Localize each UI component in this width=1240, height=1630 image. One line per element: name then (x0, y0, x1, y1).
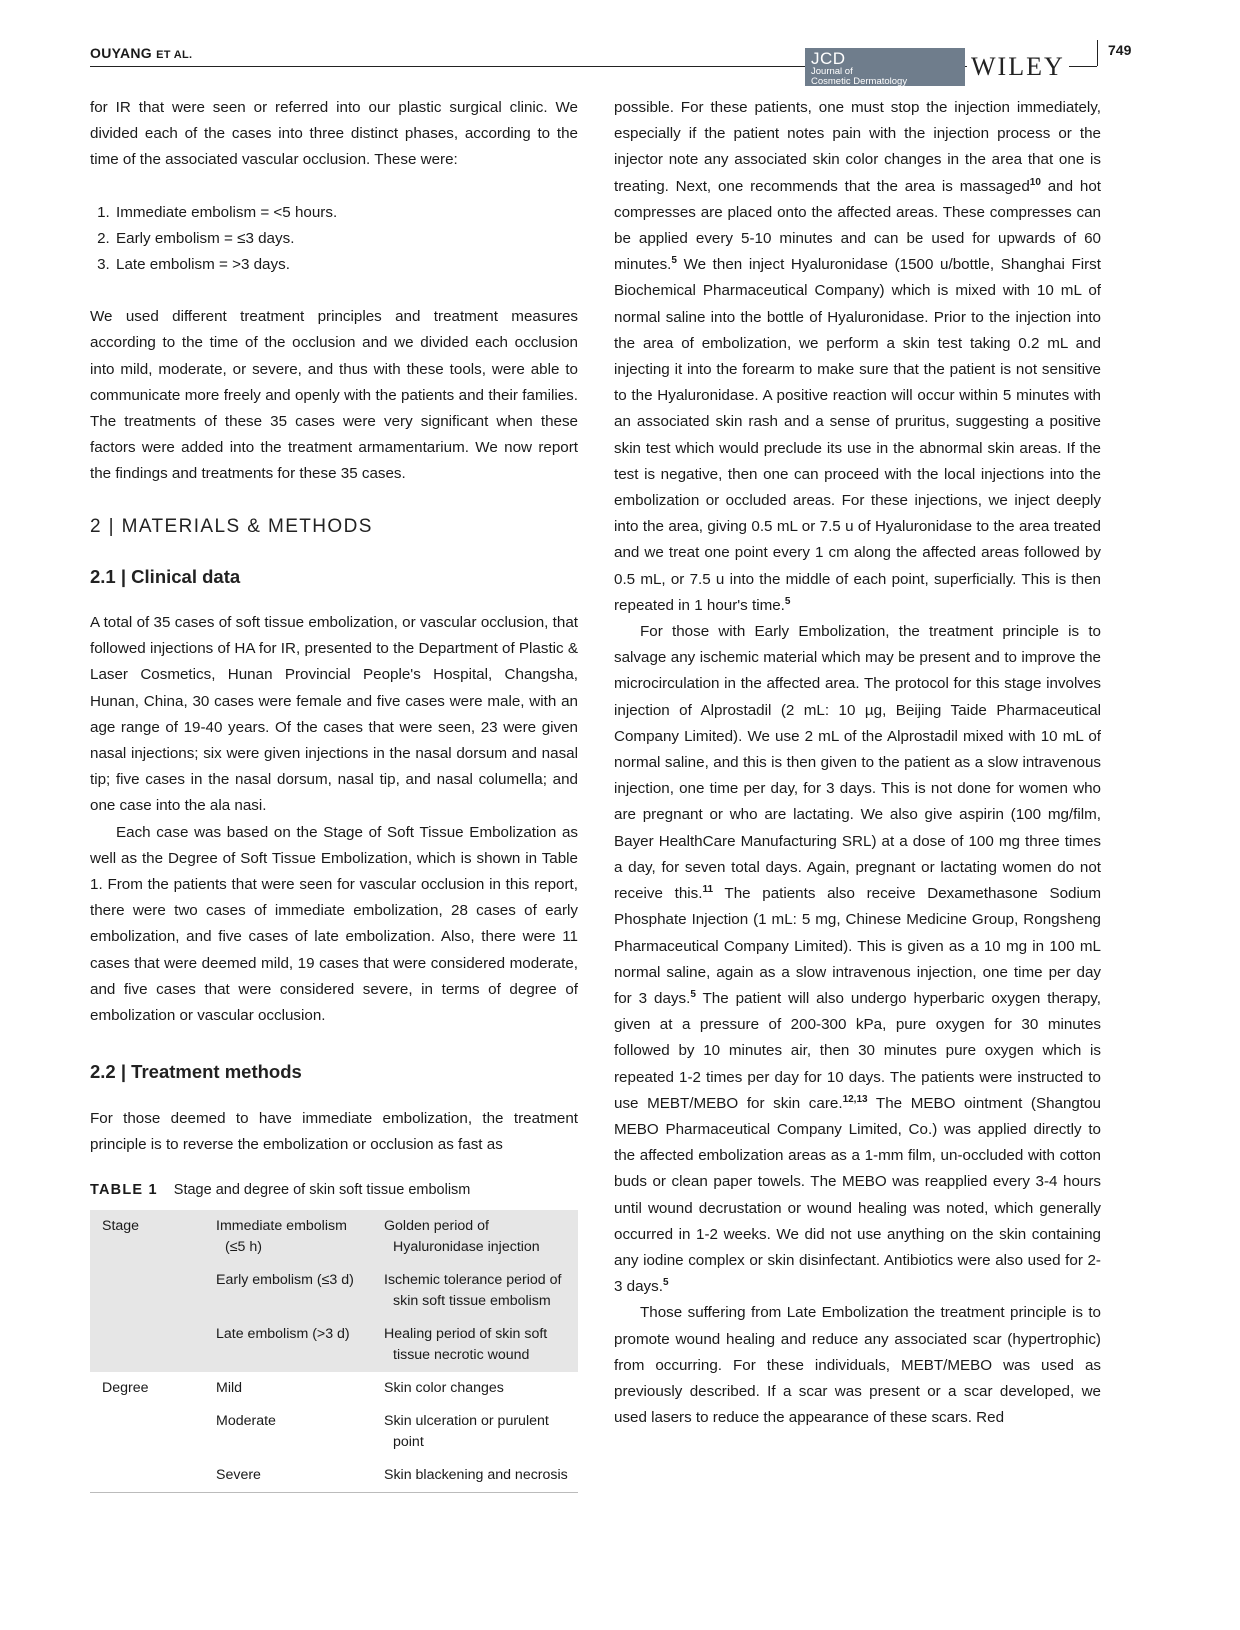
phase-list (90, 200, 578, 279)
citation: 10 (1029, 176, 1041, 188)
treatment-paragraph: For those deemed to have immediate embolization, the treatment principle is to reverse the embolization or occlusion as fast as (90, 1109, 578, 1153)
citation: 12,13 (842, 1093, 868, 1105)
subsection-heading: 2.2 | Treatment methods (90, 1061, 302, 1083)
journal-abbrev: JCD (811, 49, 846, 68)
table-cell: Ischemic tolerance period of skin soft tissue embolism (372, 1264, 578, 1318)
page-number-divider (1097, 40, 1098, 66)
running-head-suffix: ET AL. (156, 49, 193, 61)
journal-of: Journal of (811, 66, 853, 77)
table-cell: Skin color changes (384, 1380, 504, 1396)
table-cell: Mild (216, 1380, 243, 1396)
table-cell: Severe (204, 1459, 372, 1493)
table-cell: Degree (102, 1380, 149, 1396)
table-cell: Healing period of skin soft tissue necrotic wound (372, 1318, 578, 1372)
right-column (614, 95, 1101, 1431)
table-cell: Skin blackening and necrosis (372, 1459, 578, 1493)
citation: 5 (662, 1277, 669, 1289)
phase-item: 3. Late embolism = >3 days. (114, 252, 578, 278)
table-cell: Stage (90, 1210, 204, 1264)
table-cell: Golden period of Hyaluronidase injection (372, 1210, 578, 1264)
citation: 5 (784, 595, 791, 607)
table-cell: Late embolism (>3 d) (204, 1318, 372, 1372)
clinical-paragraph: A total of 35 cases of soft tissue embolization, or vascular occlusion, that followed injections of HA for IR, presented to the Department of Plastic & Laser Cosmetics, Hunan Provincial People's Hospital, Changsha, Hunan, China, 30 cases were female and five cases were male, with an age range of 19-40 years. Of the cases that were seen, 23 were given nasal injections; six were given injections in the nasal dorsum and nasal tip; five cases in the nasal dorsum, nasal tip, and nasal columella; and one case into the ala nasi. (90, 614, 578, 815)
body-paragraph: Those suffering from Late Embolization the treatment principle is to promote wound healing and reduce any associated scar (hypertrophic) from occurring. For these individuals, MEBT/MEBO was used as previously described. If a scar was present or a scar developed, we used lasers to reduce the appearance of these scars. Red (614, 1304, 1101, 1427)
table-cell (90, 1459, 204, 1493)
principles-paragraph: We used different treatment principles and treatment measures according to the time of the occlusion and we divided each occlusion into mild, moderate, or severe, and thus with these tools, were able to communicate more freely and openly with the patients and their families. The treatments of these 35 cases were very significant when these factors were added into the treatment armamentarium. We now report the findings and treatments for these 35 cases. (90, 308, 578, 483)
intro-paragraph: for IR that were seen or referred into our plastic surgical clinic. We divided each of the cases into three distinct phases, according to the time of the associated vascular occlusion. These were: (90, 99, 578, 169)
table-cell (90, 1264, 204, 1318)
table-cell (90, 1318, 204, 1372)
citation: 5 (690, 988, 696, 1000)
table-row (90, 1210, 578, 1264)
phase-item: 2. Early embolism = ≤3 days. (114, 226, 578, 252)
section-heading: 2 | MATERIALS & METHODS (90, 515, 373, 537)
body-paragraph: possible. For these patients, one must stop the injection immediately, especially if the patient notes pain with the injection process or the injector note any associated skin color changes in the area that one is treating. Next, one recommends that the area is massaged$^{10}$ and hot compresses are placed onto the affected areas. These compresses can be applied every 5-10 minutes and can be used for upwards of 60 minutes.$^5$ We then inject Hyaluronidase (1500 u/bottle, Shanghai First Biochemical Pharmaceutical Company) which is mixed with 10 mL of normal saline into the bottle of Hyaluronidase. Prior to the injection into the area of embolization, we perform a skin test taking 0.2 mL and injecting it into the forearm to make sure that the patient is not sensitive to the Hyaluronidase. A positive reaction will occur within 5 minutes with an associated skin rash and a sense of pruritus, suggesting a positive skin test which would preclude its use in the abnormal skin areas. If the test is negative, then one can proceed with the local injections into the embolization or occluded areas. For these injections, we inject deeply into the area, giving 0.5 mL or 7.5 u of Hyaluronidase to the area treated and we treat one point every 1 cm along the affected areas followed by 0.5 mL, or 7.5 u into the middle of each point, superficially. This is then repeated in 1 hour's time.$^5$ (614, 99, 1101, 614)
table-row (90, 1405, 578, 1459)
table-caption-text: Stage and degree of skin soft tissue embolism (173, 1182, 471, 1198)
subsection-heading: 2.1 | Clinical data (90, 565, 241, 587)
page-header (90, 40, 1137, 87)
table-cell: Moderate (216, 1413, 276, 1429)
clinical-paragraph: Each case was based on the Stage of Soft Tissue Embolization as well as the Degree of Soft Tissue Embolization, which is shown in Table 1. From the patients that were seen for vascular occlusion in this report, there were two cases of immediate embolization, 28 cases of early embolization, and five cases of late embolization. Also, there were 11 cases that were deemed mild, 19 cases that were considered moderate, and five cases that were considered severe, in terms of degree of embolization or vascular occlusion. (90, 823, 578, 1025)
running-head (90, 45, 192, 61)
publisher-logo: WILEY (967, 52, 1069, 82)
left-column (90, 95, 578, 1158)
table-row (90, 1459, 578, 1493)
table-row (90, 1318, 578, 1372)
citation: 11 (702, 884, 714, 896)
table-caption (90, 1182, 470, 1198)
citation: 5 (671, 255, 677, 267)
running-head-author: OUYANG (90, 45, 152, 61)
table-cell (90, 1405, 204, 1459)
table-row (90, 1372, 578, 1405)
journal-name: Cosmetic Dermatology (811, 76, 908, 87)
table-cell: Skin ulceration or purulent point (384, 1413, 549, 1450)
table-label: TABLE 1 (90, 1182, 158, 1198)
table-cell: Early embolism (≤3 d) (204, 1264, 372, 1318)
journal-logo (805, 48, 965, 86)
table-row (90, 1264, 578, 1318)
table-cell: Immediate embolism (≤5 h) (204, 1210, 372, 1264)
page-number: 749 (1108, 42, 1132, 58)
embolism-table (90, 1210, 578, 1493)
body-paragraph: For those with Early Embolization, the treatment principle is to salvage any ischemic material which may be present and to improve the microcirculation in the affected area. The protocol for this stage involves injection of Alprostadil (2 mL: 10 µg, Beijing Taide Pharmaceutical Company Limited). We use 2 mL of the Alprostadil mixed with 10 mL of normal saline, and this is then given to the patient as a slow intravenous injection, one time per day, for 3 days. This is not done for women who are pregnant or who are lactating. We also give aspirin (100 mg/film, Bayer HealthCare Manufacturing SRL) at a dose of 100 mg three times a day, for seven total days. Again, pregnant or lactating women do not receive this.$^{11}$ The patients also receive Dexamethasone Sodium Phosphate Injection (1 mL: 5 mg, Chinese Medicine Group, Rongsheng Pharmaceutical Company Limited). This is given as a 10 mg in 100 mL normal saline, again as a slow intravenous injection, one time per day for 3 days.$^5$ The patient will also undergo hyperbaric oxygen therapy, given at a pressure of 200-300 kPa, pure oxygen for 30 minutes followed by 10 minutes air, then 30 minutes pure oxygen which is repeated 1-2 times per day for 10 days. The patients were instructed to use MEBT/MEBO for skin care.$^{12,13}$ The MEBO ointment (Shangtou MEBO Pharmaceutical Company Limited, Co.) was applied directly to the affected embolization areas as a 1-mm film, un-occluded with cotton buds or clean paper towels. The MEBO was reapplied every 3-4 hours until wound decrustation or wound healing was noted, which generally occurred in 1-2 weeks. We did not use anything on the skin containing any iodine complex or skin disinfectant. Antibiotics were also used for 2-3 days.$^5$ (614, 623, 1101, 1296)
phase-item: 1. Immediate embolism = <5 hours. (114, 200, 578, 226)
